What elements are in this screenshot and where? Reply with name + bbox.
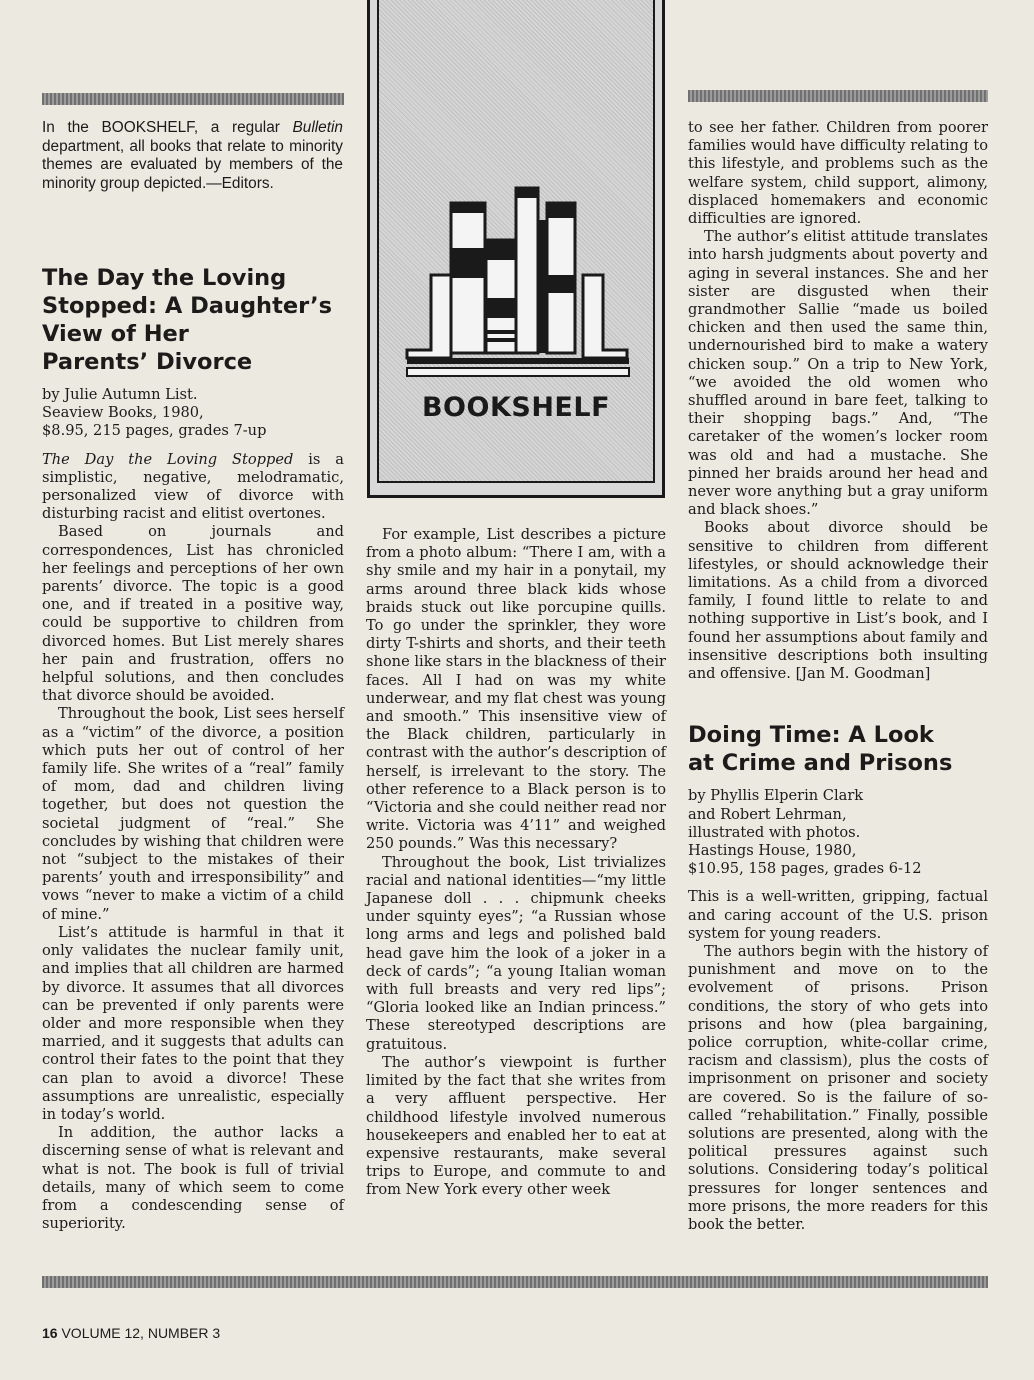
- page-number: 16: [42, 1325, 58, 1341]
- title-line: The Day the Loving: [42, 265, 287, 291]
- biblio-author: by Julie Autumn List.: [42, 386, 198, 403]
- title-line: at Crime and Prisons: [688, 750, 953, 777]
- biblio-author: by Phyllis Elperin Clark: [688, 787, 864, 805]
- biblio-author: and Robert Lehrman,: [688, 805, 847, 823]
- right-column: [688, 119, 988, 1234]
- title-line: Stopped: A Daughter’s: [42, 293, 333, 319]
- title-line: Parents’ Divorce: [42, 349, 253, 375]
- bookshelf-icon: [379, 0, 657, 400]
- biblio-price: $10.95, 158 pages, grades 6-12: [688, 860, 922, 878]
- review-paragraph: List’s attitude is harmful in that it only validates the nuclear family unit, and implies that all children are harmed by divorce. It assumes that all divorces can be prevented if only parents were older and more responsible when they married, and it suggests that adults can control their fates to the point that they can plan to avoid a divorce! These assumptions are unrealistic, especially in today’s world.: [42, 923, 344, 1123]
- paragraph-text: is a simplistic, negative, melodramatic, personalized view of divorce with disturbing racist and elitist overtones.: [42, 450, 344, 523]
- title-line: View of Her: [42, 321, 189, 347]
- book-title-italic: The Day the Loving Stopped: [42, 450, 294, 468]
- intro-text: In the BOOKSHELF, a regular: [42, 119, 293, 136]
- intro-bulletin-italic: Bulletin: [292, 119, 343, 136]
- top-rule-left: [42, 93, 344, 105]
- logo-panel: [377, 0, 655, 483]
- page-footer: [42, 1325, 220, 1341]
- review-paragraph: [42, 451, 344, 524]
- review-paragraph: Books about divorce should be sensitive to children from different lifestyles, or should acknowledge their limitations. As a child from a divorced family, I found little to relate to and nothing supportive in List’s book, and I found her assumptions about family and insensitive descriptions both insulting and offensive. [Jan M. Goodman]: [688, 519, 988, 683]
- review-paragraph: Based on journals and correspondences, List has chronicled her feelings and perceptions of her own parents’ divorce. The topic is a good one, and if treated in a positive way, could be supportive to children from divorced homes. But List merely shares her pain and frustration, offers no helpful solutions, and then concludes that divorce should be avoided.: [42, 523, 344, 705]
- top-rule-right: [688, 90, 988, 102]
- department-intro: [42, 119, 343, 193]
- biblio-note: illustrated with photos.: [688, 823, 861, 841]
- bookshelf-wordmark: BOOKSHELF: [421, 392, 611, 423]
- review-title: [42, 264, 344, 376]
- review-paragraph: In addition, the author lacks a discerning sense of what is relevant and what is not. The book is full of trivial details, many of which seem to come from a condescending sense of superiority.: [42, 1124, 344, 1233]
- review-paragraph: For example, List describes a picture from a photo album: “There I am, with a shy smile and my hair in a ponytail, my arms around three black kids whose braids stuck out like porcupine quills. To go under the sprinkler, they wore dirty T-shirts and shorts, and their teeth shone like stars in the blackness of their faces. All I had on was my white underwear, and my flat chest was young and smooth.” This insensitive view of the Black children, particularly in contrast with the author’s description of herself, is irrelevant to the story. The other reference to a Black person is to “Victoria and she could neither read nor write. Victoria was 4’11” and weighed 250 pounds.” Was this necessary?: [366, 526, 666, 853]
- review-paragraph: The authors begin with the history of punishment and move on to the evolvement of prisons. Prison conditions, the story of who gets into prisons and how (plea bargaining, police corruption, white-collar crime, racism and classism), plus the costs of imprisonment on prisoner and society are covered. So is the failure of so-called “rehabilitation.” Finally, possible solutions are presented, along with the political pressures against such solutions. Considering today’s political pressures for longer sentences and more prisons, the more readers for this book the better.: [688, 942, 988, 1233]
- review-biblio: [42, 386, 344, 441]
- review-paragraph: This is a well-written, gripping, factual and caring account of the U.S. prison system for young readers.: [688, 888, 988, 942]
- review-title: [688, 721, 988, 777]
- middle-column: [366, 526, 666, 1200]
- biblio-price: $8.95, 215 pages, grades 7-up: [42, 422, 267, 440]
- review-paragraph: to see her father. Children from poorer families would have difficulty relating to this lifestyle, and problems such as the welfare system, child support, alimony, displaced homemakers and economic difficulties are ignored.: [688, 119, 988, 228]
- bottom-rule: [42, 1276, 988, 1288]
- biblio-publisher: Hastings House, 1980,: [688, 841, 857, 859]
- title-line: Doing Time: A Look: [688, 722, 934, 749]
- left-column: [42, 264, 344, 1233]
- review-paragraph: The author’s elitist attitude translates into harsh judgments about poverty and aging in several instances. She and her sister are disgusted when their grandmother Sallie “made us boiled chicken and then used the same thin, undernourished bird to make a watery chicken soup.” On a trip to New York, “we avoided the old women who shuffled around in bare feet, talking to their shopping bags.” And, “The caretaker of the women’s locker room was old and had a mustache. She pinned her braids around her head and never wore anything but a gray uniform and black shoes.”: [688, 228, 988, 519]
- review-paragraph: Throughout the book, List trivializes racial and national identities—“my little Japanese doll . . . chipmunk cheeks under squinty eyes”; “a Russian whose long arms and legs and polished bald head gave him the look of a joker in a deck of cards”; “a young Italian woman with full breasts and very red lips”; “Gloria looked like an Indian princess.” These stereotyped descriptions are gratuitous.: [366, 853, 666, 1053]
- intro-text-end: department, all books that relate to minority themes are evaluated by members of the minority group depicted.—Editors.: [42, 137, 343, 192]
- review-biblio: [688, 787, 988, 878]
- issue-label: VOLUME 12, NUMBER 3: [61, 1325, 221, 1341]
- review-paragraph: The author’s viewpoint is further limited by the fact that she writes from a very affluent perspective. Her childhood lifestyle involved numerous housekeepers and enabled her to eat at expensive restaurants, make several trips to Europe, and commute to and from New York every other week: [366, 1053, 666, 1199]
- review-paragraph: Throughout the book, List sees herself as a “victim” of the divorce, a position which puts her out of control of her family life. She writes of a “real” family of mom, dad and children living together, but does not question the societal judgment of “real.” She concludes by wishing that children were not “subject to the mistakes of their parents’ youth and irresponsibility” and vows “never to make a victim of a child of mine.”: [42, 705, 344, 923]
- biblio-publisher: Seaview Books, 1980,: [42, 404, 204, 422]
- bookshelf-logo: [367, 0, 665, 498]
